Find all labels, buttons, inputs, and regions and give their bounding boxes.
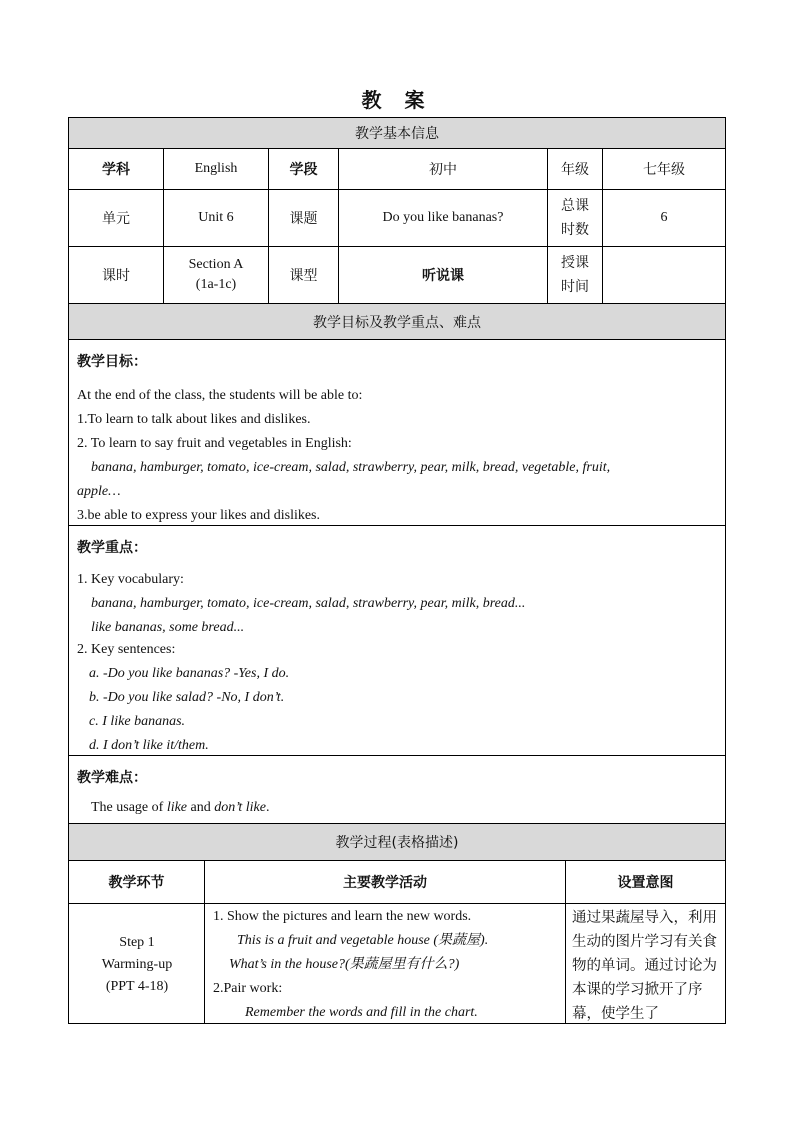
- activity-line: This is a fruit and vegetable house (果蔬屋).: [237, 933, 489, 948]
- step-intent-cell: [565, 903, 726, 1024]
- topic-label: 课题: [268, 189, 339, 247]
- objectives-line: 3.be able to express your likes and dislikes.: [77, 508, 321, 523]
- basic-info-header: 教学基本信息: [68, 117, 726, 149]
- objectives-line: 1.To learn to talk about likes and dislikes.: [77, 412, 311, 427]
- difficulties-label: 教学难点：: [77, 770, 147, 786]
- stage-label: 学段: [268, 148, 339, 190]
- key-points-line: 2. Key sentences:: [77, 642, 176, 657]
- process-header: 教学过程(表格描述): [68, 823, 726, 861]
- difficulties-period: .: [265, 800, 270, 815]
- difficulties-text-start: The usage of: [91, 800, 167, 815]
- goals-header: 教学目标及教学重点、难点: [68, 303, 726, 340]
- objectives-section: [68, 339, 726, 526]
- period-value-line1: Section A: [188, 257, 244, 272]
- vocabulary-list: banana, hamburger, tomato, ice-cream, salad, strawberry, pear, milk, bread, vegetable, fruit,: [91, 460, 611, 475]
- grade-value: 七年级: [602, 148, 726, 190]
- key-phrases: like bananas, some bread...: [91, 620, 245, 635]
- step-title: Warming-up: [101, 957, 173, 972]
- class-time-value: [602, 246, 726, 304]
- process-col-activities: 主要教学活动: [204, 860, 566, 904]
- step-intent-text: 通过果蔬屋导入，利用生动的图片学习有关食物的单词。通过讨论为本课的学习掀开了序幕，使学生了: [572, 910, 717, 1022]
- key-points-section: [68, 525, 726, 756]
- lesson-type-value: 听说课: [338, 246, 548, 304]
- key-sentence: a. -Do you like bananas? -Yes, I do.: [89, 666, 290, 681]
- activity-line: 2.Pair work:: [213, 981, 283, 996]
- total-periods-label-line2: 时数: [561, 222, 589, 238]
- step-name-cell: [68, 903, 205, 1024]
- activity-line: Remember the words and fill in the chart.: [245, 1005, 478, 1020]
- grade-label: 年级: [547, 148, 603, 190]
- difficulties-like: like: [166, 800, 188, 815]
- unit-label: 单元: [68, 189, 164, 247]
- objectives-label: 教学目标：: [77, 354, 147, 370]
- vocabulary-list-continued: apple…: [77, 484, 121, 499]
- topic-value: Do you like bananas?: [338, 189, 548, 247]
- difficulties-dont-like: don’t like: [214, 800, 266, 815]
- lesson-plan-table: [68, 117, 726, 1024]
- step-ppt-range: (PPT 4-18): [105, 979, 169, 994]
- objectives-line: 2. To learn to say fruit and vegetables in English:: [77, 436, 352, 451]
- step-number: Step 1: [119, 935, 155, 950]
- key-sentence: d. I don’t like it/them.: [89, 738, 209, 753]
- step-activities-cell: [204, 903, 566, 1024]
- subject-label: 学科: [68, 148, 164, 190]
- difficulties-and: and: [187, 800, 215, 815]
- total-periods-label-line1: 总课: [561, 198, 589, 214]
- key-points-label: 教学重点：: [77, 540, 147, 556]
- process-col-stage: 教学环节: [68, 860, 205, 904]
- period-label: 课时: [68, 246, 164, 304]
- subject-value: English: [163, 148, 269, 190]
- difficulties-text: [91, 798, 269, 818]
- difficulties-section: [68, 755, 726, 824]
- stage-value: 初中: [338, 148, 548, 190]
- page-title: 教 案: [361, 88, 433, 112]
- key-points-line: 1. Key vocabulary:: [77, 572, 184, 587]
- class-time-label-line1: 授课: [561, 255, 589, 271]
- lesson-type-label: 课型: [268, 246, 339, 304]
- total-periods-value: 6: [602, 189, 726, 247]
- unit-value: Unit 6: [163, 189, 269, 247]
- class-time-label-line2: 时间: [561, 279, 589, 295]
- key-sentence: c. I like bananas.: [89, 714, 186, 729]
- total-periods-label: [547, 189, 603, 247]
- objectives-line: At the end of the class, the students will be able to:: [77, 388, 363, 403]
- period-value-line2: (1a-1c): [195, 277, 237, 292]
- activity-line: What’s in the house?(果蔬屋里有什么?): [229, 957, 460, 972]
- key-vocabulary-list: banana, hamburger, tomato, ice-cream, salad, strawberry, pear, milk, bread...: [91, 596, 526, 611]
- class-time-label: [547, 246, 603, 304]
- process-col-intent: 设置意图: [565, 860, 726, 904]
- period-value: [163, 246, 269, 304]
- key-sentence: b. -Do you like salad? -No, I don’t.: [89, 690, 285, 705]
- activity-line: 1. Show the pictures and learn the new words.: [213, 909, 472, 924]
